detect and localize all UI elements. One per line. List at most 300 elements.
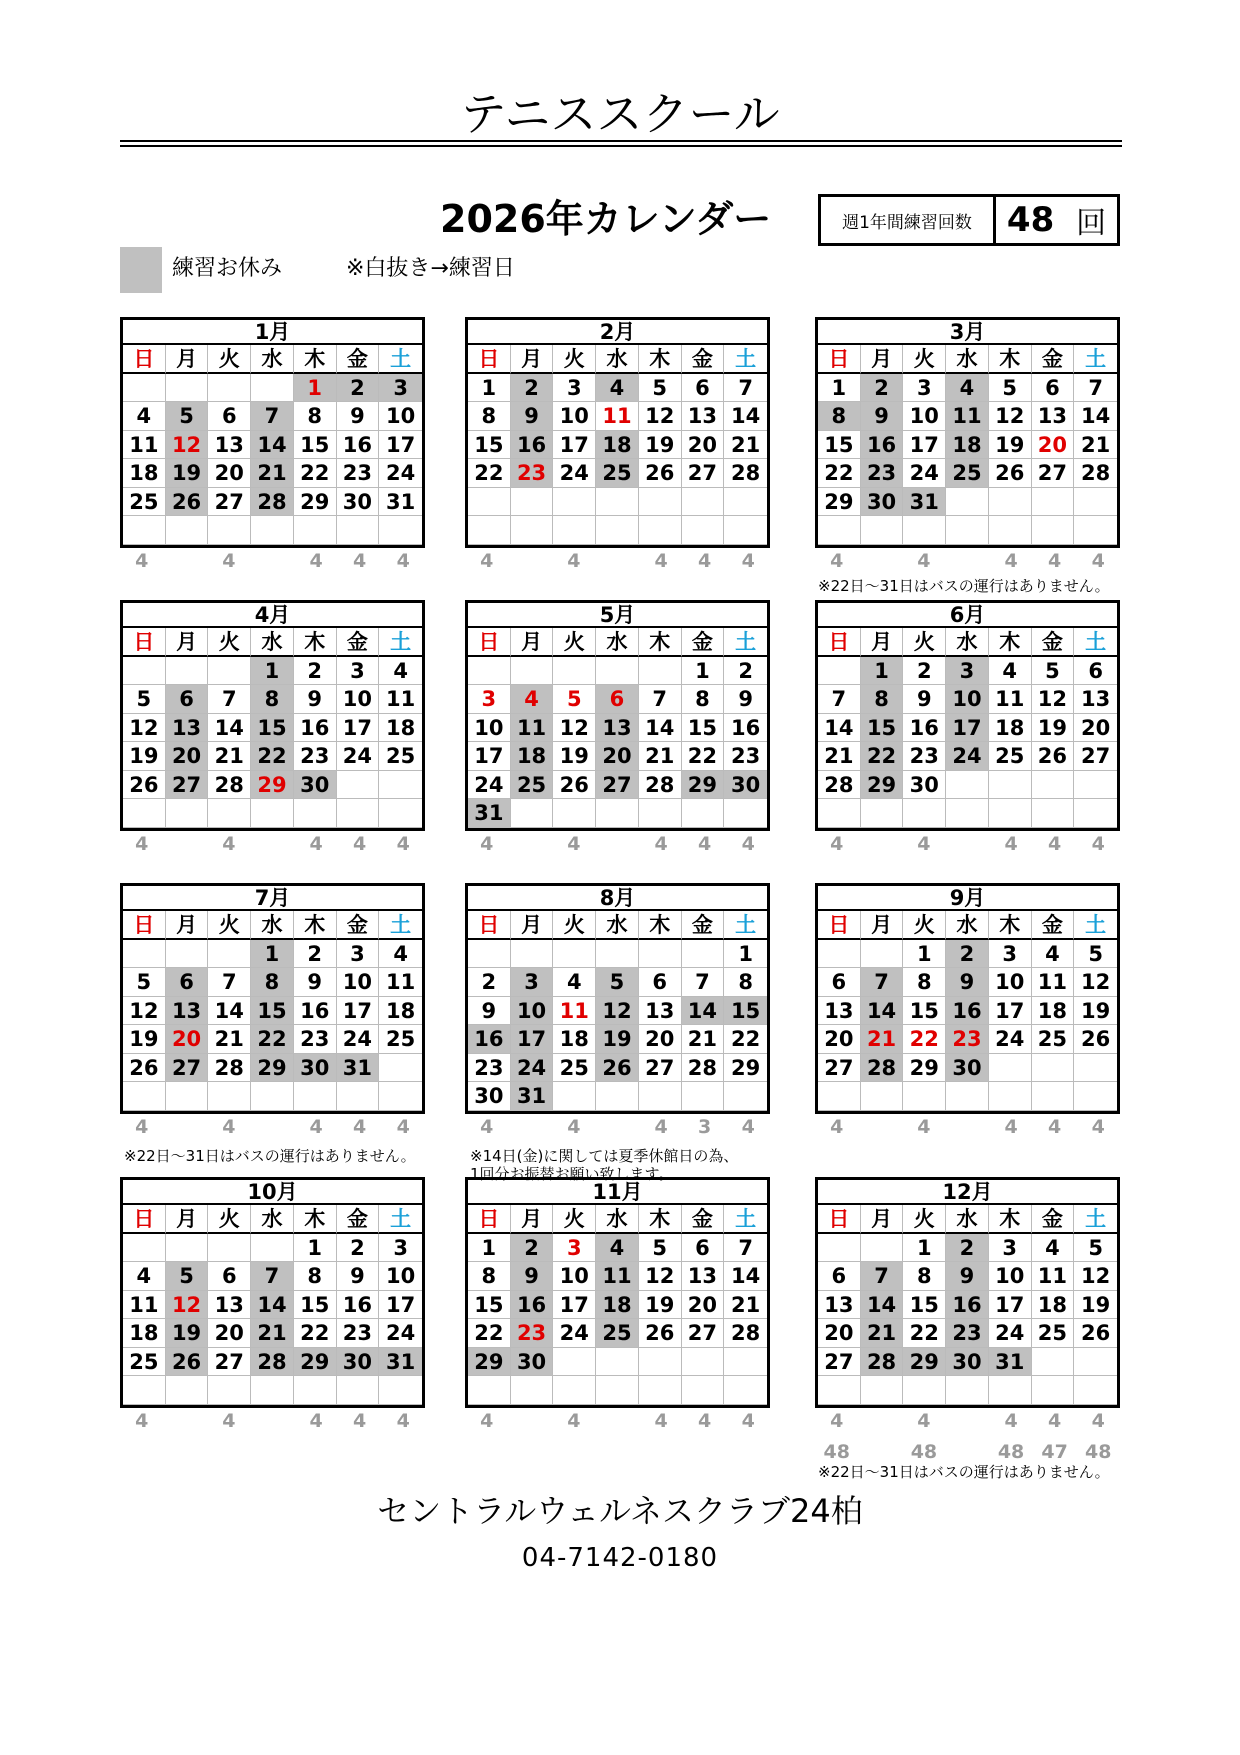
day-cell: 13 <box>166 997 209 1026</box>
day-cell: 10 <box>989 1262 1032 1291</box>
empty-cell <box>166 657 209 686</box>
day-cell: 21 <box>208 1025 251 1054</box>
day-cell: 22 <box>294 459 337 488</box>
day-cell: 17 <box>337 997 380 1026</box>
weekday-header: 月 <box>861 911 904 940</box>
day-cell: 17 <box>511 1025 554 1054</box>
day-cell: 21 <box>861 1025 904 1054</box>
day-cell: 11 <box>1032 1262 1075 1291</box>
day-cell: 20 <box>1032 431 1075 460</box>
weekday-count: 4 <box>1091 833 1105 855</box>
day-cell: 4 <box>596 374 639 403</box>
empty-cell <box>818 1082 861 1111</box>
weekday-count: 4 <box>222 550 236 572</box>
day-cell: 17 <box>379 431 422 460</box>
day-cell: 30 <box>337 488 380 517</box>
day-cell: 31 <box>989 1348 1032 1377</box>
weekday-header: 水 <box>251 345 294 374</box>
day-cell: 6 <box>639 968 682 997</box>
weekday-header: 火 <box>903 911 946 940</box>
monthly-lesson-counts <box>815 1116 1120 1138</box>
day-cell: 19 <box>553 742 596 771</box>
weekday-count <box>596 1116 640 1138</box>
day-cell: 8 <box>294 1262 337 1291</box>
day-cell: 17 <box>337 714 380 743</box>
day-cell: 8 <box>861 685 904 714</box>
day-cell: 22 <box>251 742 294 771</box>
empty-cell <box>596 1082 639 1111</box>
day-cell: 31 <box>337 1054 380 1083</box>
day-cell: 29 <box>468 1348 511 1377</box>
day-cell: 14 <box>208 997 251 1026</box>
weekday-header: 火 <box>903 628 946 657</box>
weekday-header: 火 <box>208 345 251 374</box>
day-cell: 2 <box>903 657 946 686</box>
weekday-count: 4 <box>741 550 755 572</box>
day-cell: 24 <box>379 459 422 488</box>
day-cell: 30 <box>337 1348 380 1377</box>
day-cell: 9 <box>903 685 946 714</box>
empty-cell <box>682 799 725 828</box>
day-cell: 18 <box>946 431 989 460</box>
day-cell: 23 <box>294 742 337 771</box>
day-cell: 23 <box>724 742 767 771</box>
weekday-header: 金 <box>1032 911 1075 940</box>
day-cell: 26 <box>1074 1319 1117 1348</box>
empty-cell <box>989 1082 1032 1111</box>
day-cell: 30 <box>724 771 767 800</box>
weekday-header: 土 <box>724 628 767 657</box>
day-cell: 14 <box>861 997 904 1026</box>
weekday-count <box>859 550 903 572</box>
empty-cell <box>724 488 767 517</box>
day-cell: 16 <box>724 714 767 743</box>
month-calendar <box>815 883 1120 1114</box>
month-label: 8月 <box>468 886 767 911</box>
day-cell: 19 <box>1032 714 1075 743</box>
day-cell: 6 <box>166 968 209 997</box>
weekday-count <box>946 1410 990 1432</box>
weekday-header: 金 <box>682 628 725 657</box>
day-cell: 28 <box>682 1054 725 1083</box>
month-label: 12月 <box>818 1180 1117 1205</box>
day-cell: 28 <box>861 1054 904 1083</box>
day-cell: 12 <box>639 1262 682 1291</box>
weekday-count: 4 <box>222 833 236 855</box>
weekday-count: 4 <box>135 833 149 855</box>
title-rule-top <box>120 140 1122 142</box>
day-cell: 20 <box>682 431 725 460</box>
weekday-header: 金 <box>1032 345 1075 374</box>
day-cell: 30 <box>903 771 946 800</box>
weekday-count <box>596 833 640 855</box>
weekday-count: 4 <box>917 550 931 572</box>
day-cell: 27 <box>639 1054 682 1083</box>
day-cell: 16 <box>946 1291 989 1320</box>
day-cell: 16 <box>903 714 946 743</box>
weekday-count: 4 <box>830 550 844 572</box>
day-cell: 2 <box>946 1234 989 1263</box>
day-cell: 18 <box>123 459 166 488</box>
day-cell: 15 <box>468 431 511 460</box>
day-cell: 3 <box>511 968 554 997</box>
day-cell: 29 <box>251 1054 294 1083</box>
weekday-count <box>164 833 208 855</box>
weekday-count: 4 <box>135 1410 149 1432</box>
day-cell: 27 <box>682 1319 725 1348</box>
weekday-count: 4 <box>654 833 668 855</box>
weekday-header: 火 <box>553 911 596 940</box>
day-cell: 8 <box>294 402 337 431</box>
weekday-count <box>509 550 553 572</box>
empty-cell <box>861 516 904 545</box>
empty-cell <box>294 799 337 828</box>
empty-cell <box>903 516 946 545</box>
day-cell: 28 <box>861 1348 904 1377</box>
weekday-count <box>251 550 295 572</box>
weekday-count: 4 <box>396 1116 410 1138</box>
day-cell: 30 <box>294 1054 337 1083</box>
day-cell: 15 <box>251 997 294 1026</box>
weekday-count: 4 <box>654 1410 668 1432</box>
empty-cell <box>946 799 989 828</box>
empty-cell <box>1074 488 1117 517</box>
weekday-header: 月 <box>861 1205 904 1234</box>
weekday-header: 金 <box>1032 1205 1075 1234</box>
monthly-lesson-counts <box>465 833 770 855</box>
empty-cell <box>511 799 554 828</box>
day-cell: 8 <box>818 402 861 431</box>
day-cell: 24 <box>337 742 380 771</box>
empty-cell <box>251 516 294 545</box>
day-cell: 3 <box>946 657 989 686</box>
day-cell: 2 <box>724 657 767 686</box>
day-cell: 14 <box>724 1262 767 1291</box>
day-cell: 28 <box>251 1348 294 1377</box>
empty-cell <box>166 799 209 828</box>
day-cell: 15 <box>251 714 294 743</box>
calendar-title: 2026年カレンダー <box>440 197 772 241</box>
day-cell: 26 <box>989 459 1032 488</box>
day-cell: 7 <box>1074 374 1117 403</box>
yearly-weekday-total: 47 <box>1041 1441 1068 1463</box>
monthly-lesson-counts <box>815 1410 1120 1432</box>
weekday-header: 水 <box>596 1205 639 1234</box>
empty-cell <box>724 516 767 545</box>
empty-cell <box>251 1082 294 1111</box>
weekday-header: 金 <box>337 911 380 940</box>
empty-cell <box>251 1234 294 1263</box>
day-cell: 20 <box>596 742 639 771</box>
weekday-header: 火 <box>208 911 251 940</box>
weekday-header: 土 <box>1074 628 1117 657</box>
day-cell: 7 <box>724 1234 767 1263</box>
weekday-count <box>859 1116 903 1138</box>
day-cell: 26 <box>166 1348 209 1377</box>
day-cell: 22 <box>903 1025 946 1054</box>
day-cell: 21 <box>639 742 682 771</box>
day-cell: 4 <box>511 685 554 714</box>
day-cell: 12 <box>166 431 209 460</box>
weekday-header: 月 <box>861 628 904 657</box>
empty-cell <box>337 1082 380 1111</box>
day-cell: 12 <box>123 714 166 743</box>
weekday-count: 4 <box>741 1410 755 1432</box>
day-cell: 24 <box>379 1319 422 1348</box>
weekday-header: 木 <box>294 628 337 657</box>
day-cell: 11 <box>596 402 639 431</box>
empty-cell <box>123 374 166 403</box>
empty-cell <box>903 1082 946 1111</box>
empty-cell <box>294 1082 337 1111</box>
day-cell: 24 <box>468 771 511 800</box>
empty-cell <box>639 516 682 545</box>
day-cell: 17 <box>553 1291 596 1320</box>
empty-cell <box>511 657 554 686</box>
weekday-count <box>251 1410 295 1432</box>
day-cell: 28 <box>818 771 861 800</box>
day-cell: 18 <box>511 742 554 771</box>
weekday-count: 4 <box>567 833 581 855</box>
weekday-count: 4 <box>1048 1410 1062 1432</box>
day-cell: 8 <box>724 968 767 997</box>
empty-cell <box>379 1376 422 1405</box>
day-cell: 4 <box>596 1234 639 1263</box>
day-cell: 9 <box>511 1262 554 1291</box>
day-cell: 13 <box>818 1291 861 1320</box>
empty-cell <box>682 1082 725 1111</box>
day-cell: 5 <box>166 1262 209 1291</box>
day-cell: 28 <box>251 488 294 517</box>
day-cell: 15 <box>294 1291 337 1320</box>
day-cell: 25 <box>1032 1319 1075 1348</box>
day-cell: 29 <box>903 1054 946 1083</box>
day-cell: 10 <box>511 997 554 1026</box>
day-cell: 9 <box>724 685 767 714</box>
day-cell: 22 <box>294 1319 337 1348</box>
day-cell: 4 <box>989 657 1032 686</box>
day-cell: 6 <box>596 685 639 714</box>
day-cell: 27 <box>166 771 209 800</box>
empty-cell <box>682 940 725 969</box>
weekday-header: 木 <box>989 1205 1032 1234</box>
day-cell: 29 <box>294 1348 337 1377</box>
day-cell: 19 <box>166 459 209 488</box>
weekday-header: 水 <box>251 911 294 940</box>
day-cell: 24 <box>989 1025 1032 1054</box>
day-cell: 18 <box>379 997 422 1026</box>
empty-cell <box>1032 1376 1075 1405</box>
yearly-weekday-total <box>946 1441 990 1463</box>
day-cell: 1 <box>861 657 904 686</box>
weekday-count: 4 <box>830 1410 844 1432</box>
empty-cell <box>682 516 725 545</box>
empty-cell <box>1032 1054 1075 1083</box>
day-cell: 12 <box>596 997 639 1026</box>
day-cell: 2 <box>946 940 989 969</box>
day-cell: 22 <box>468 459 511 488</box>
weekday-header: 水 <box>946 628 989 657</box>
day-cell: 13 <box>818 997 861 1026</box>
day-cell: 21 <box>208 742 251 771</box>
month-calendar <box>815 317 1120 548</box>
day-cell: 27 <box>166 1054 209 1083</box>
yearly-count-unit: 回 <box>1076 206 1107 241</box>
day-cell: 2 <box>294 940 337 969</box>
day-cell: 12 <box>553 714 596 743</box>
day-cell: 11 <box>553 997 596 1026</box>
day-cell: 10 <box>903 402 946 431</box>
weekday-header: 日 <box>123 911 166 940</box>
day-cell: 26 <box>166 488 209 517</box>
month-label: 5月 <box>468 603 767 628</box>
empty-cell <box>166 1082 209 1111</box>
weekday-header: 月 <box>166 1205 209 1234</box>
month-calendar <box>120 883 425 1114</box>
day-cell: 10 <box>337 968 380 997</box>
day-cell: 6 <box>208 1262 251 1291</box>
day-cell: 10 <box>553 1262 596 1291</box>
weekday-count: 4 <box>396 550 410 572</box>
day-cell: 26 <box>639 1319 682 1348</box>
empty-cell <box>251 374 294 403</box>
day-cell: 29 <box>861 771 904 800</box>
day-cell: 21 <box>682 1025 725 1054</box>
day-cell: 1 <box>903 1234 946 1263</box>
day-cell: 4 <box>123 402 166 431</box>
day-cell: 5 <box>166 402 209 431</box>
weekday-header: 火 <box>553 628 596 657</box>
weekday-count: 4 <box>222 1410 236 1432</box>
day-cell: 11 <box>946 402 989 431</box>
day-cell: 10 <box>468 714 511 743</box>
weekday-header: 土 <box>724 1205 767 1234</box>
weekday-header: 金 <box>1032 628 1075 657</box>
day-cell: 13 <box>208 1291 251 1320</box>
weekday-count: 4 <box>698 1410 712 1432</box>
empty-cell <box>1032 516 1075 545</box>
day-cell: 15 <box>294 431 337 460</box>
day-cell: 17 <box>379 1291 422 1320</box>
day-cell: 11 <box>596 1262 639 1291</box>
empty-cell <box>1032 799 1075 828</box>
day-cell: 30 <box>294 771 337 800</box>
day-cell: 21 <box>1074 431 1117 460</box>
day-cell: 3 <box>903 374 946 403</box>
weekday-count: 4 <box>1048 1116 1062 1138</box>
day-cell: 27 <box>818 1054 861 1083</box>
day-cell: 24 <box>511 1054 554 1083</box>
day-cell: 12 <box>639 402 682 431</box>
day-cell: 28 <box>724 459 767 488</box>
empty-cell <box>208 1082 251 1111</box>
empty-cell <box>818 657 861 686</box>
weekday-header: 木 <box>989 345 1032 374</box>
day-cell: 7 <box>251 402 294 431</box>
day-cell: 18 <box>123 1319 166 1348</box>
day-cell: 24 <box>946 742 989 771</box>
day-cell: 7 <box>818 685 861 714</box>
month-label: 2月 <box>468 320 767 345</box>
day-cell: 21 <box>251 1319 294 1348</box>
empty-cell <box>379 1054 422 1083</box>
empty-cell <box>989 1054 1032 1083</box>
day-cell: 8 <box>251 968 294 997</box>
empty-cell <box>166 516 209 545</box>
day-cell: 15 <box>861 714 904 743</box>
day-cell: 5 <box>639 374 682 403</box>
day-cell: 2 <box>337 1234 380 1263</box>
monthly-lesson-counts <box>465 1116 770 1138</box>
day-cell: 11 <box>379 685 422 714</box>
day-cell: 29 <box>251 771 294 800</box>
day-cell: 23 <box>946 1025 989 1054</box>
day-cell: 16 <box>337 1291 380 1320</box>
day-cell: 22 <box>724 1025 767 1054</box>
yearly-weekday-total: 48 <box>910 1441 938 1463</box>
day-cell: 15 <box>724 997 767 1026</box>
weekday-count: 4 <box>353 833 367 855</box>
day-cell: 7 <box>639 685 682 714</box>
day-cell: 2 <box>511 374 554 403</box>
yearly-weekday-total: 48 <box>1084 1441 1112 1463</box>
weekday-count <box>251 833 295 855</box>
monthly-lesson-counts <box>120 550 425 572</box>
empty-cell <box>1032 488 1075 517</box>
empty-cell <box>682 488 725 517</box>
day-cell: 2 <box>511 1234 554 1263</box>
day-cell: 25 <box>123 1348 166 1377</box>
day-cell: 9 <box>468 997 511 1026</box>
weekday-header: 土 <box>379 1205 422 1234</box>
weekday-header: 日 <box>468 1205 511 1234</box>
yearly-weekday-total: 48 <box>823 1441 850 1463</box>
weekday-count <box>946 1116 990 1138</box>
day-cell: 7 <box>861 1262 904 1291</box>
month-calendar <box>465 1177 770 1408</box>
month-label: 4月 <box>123 603 422 628</box>
day-cell: 4 <box>553 968 596 997</box>
empty-cell <box>596 657 639 686</box>
day-cell: 21 <box>861 1319 904 1348</box>
day-cell: 15 <box>468 1291 511 1320</box>
day-cell: 17 <box>553 431 596 460</box>
month-calendar <box>465 317 770 548</box>
day-cell: 24 <box>553 1319 596 1348</box>
weekday-count: 4 <box>353 550 367 572</box>
day-cell: 18 <box>989 714 1032 743</box>
day-cell: 24 <box>337 1025 380 1054</box>
empty-cell <box>1074 1054 1117 1083</box>
weekday-count: 4 <box>353 1410 367 1432</box>
day-cell: 16 <box>337 431 380 460</box>
day-cell: 1 <box>903 940 946 969</box>
empty-cell <box>639 1376 682 1405</box>
day-cell: 7 <box>724 374 767 403</box>
day-cell: 18 <box>1032 1291 1075 1320</box>
day-cell: 6 <box>1032 374 1075 403</box>
weekday-header: 日 <box>123 345 166 374</box>
day-cell: 17 <box>468 742 511 771</box>
day-cell: 24 <box>903 459 946 488</box>
empty-cell <box>553 799 596 828</box>
empty-cell <box>596 940 639 969</box>
weekday-header: 水 <box>596 628 639 657</box>
month-label: 7月 <box>123 886 422 911</box>
empty-cell <box>337 1376 380 1405</box>
weekday-header: 木 <box>294 345 337 374</box>
day-cell: 3 <box>553 374 596 403</box>
